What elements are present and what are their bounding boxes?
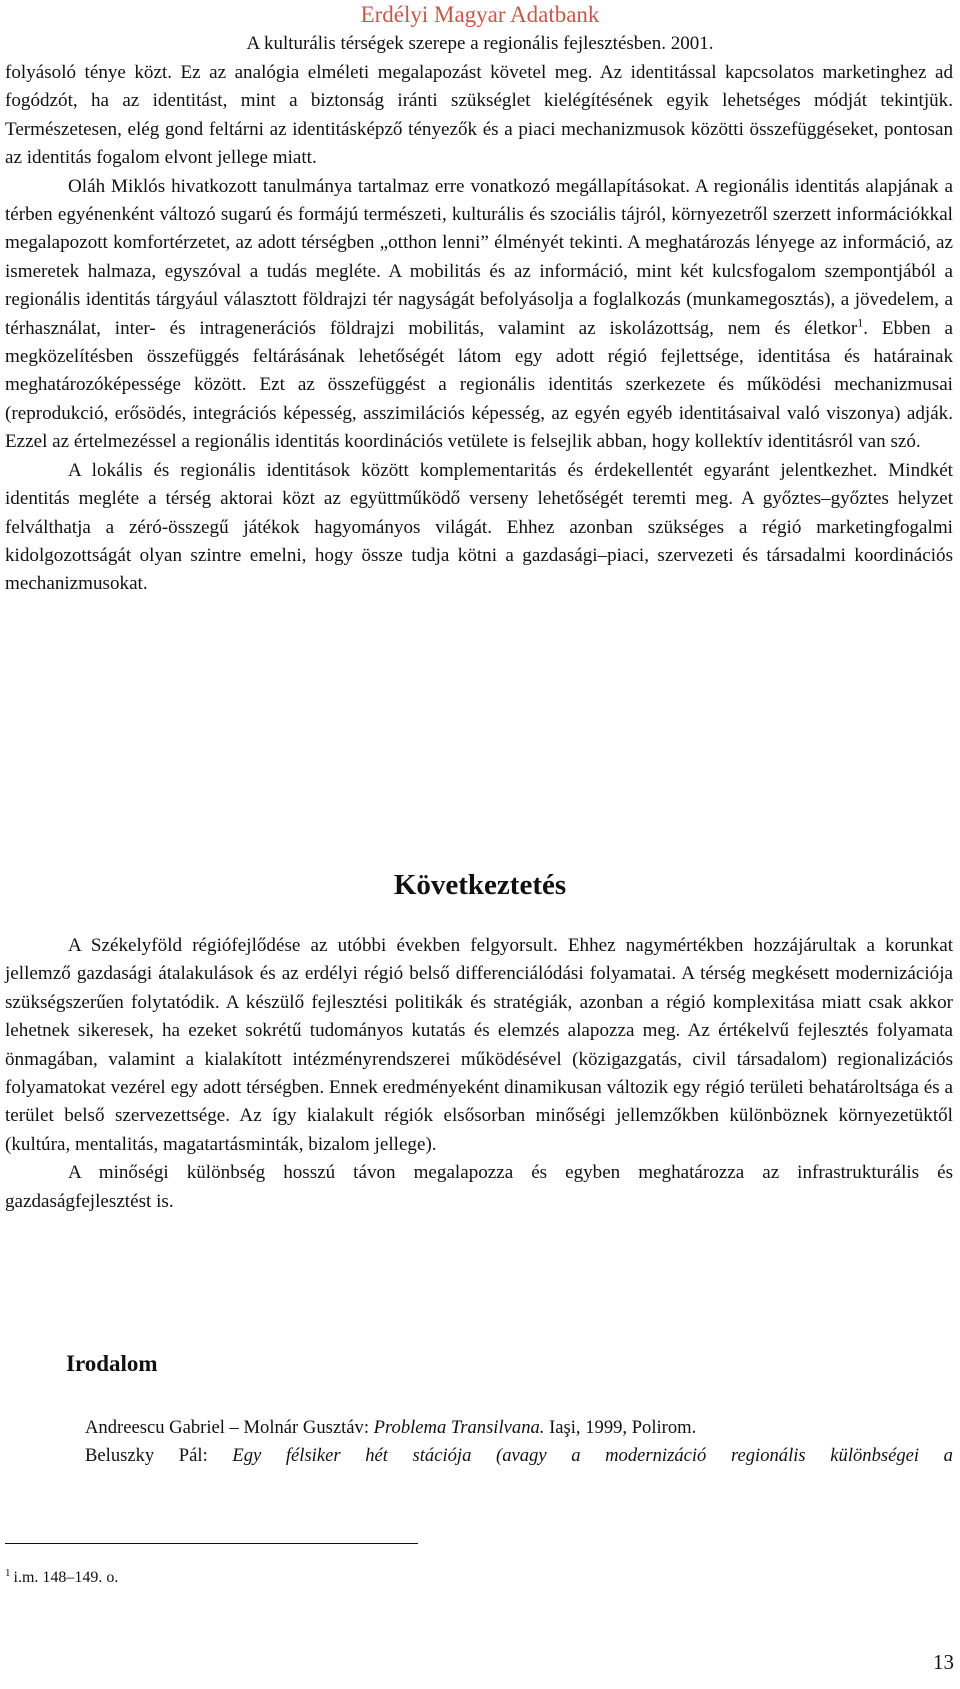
reference-author: Beluszky Pál:	[85, 1445, 233, 1466]
reference-item	[85, 1414, 953, 1442]
body-text	[5, 59, 953, 599]
page-number: 13	[933, 1650, 954, 1674]
paragraph-1: folyásoló ténye közt. Ez az analógia elméleti megalapozást követel meg. Az identitással kapcsolatos marketinghez ad fogódzót, ha az identitást, mint a biztonság iránti szükséglet kielégítésének egyik lehetséges módját tekintjük. Természetesen, elég gond feltárni az identitásképző tényezők és a piaci mechanizmusok közötti összefüggéseket, pontosan az identitás fogalom elvont jellege miatt.	[5, 62, 953, 169]
reference-item	[85, 1442, 953, 1470]
footnote	[5, 1568, 118, 1588]
reference-title: Egy félsiker hét stációja (avagy a modernizáció regionális különbségei a	[232, 1445, 953, 1466]
references-list	[85, 1414, 953, 1470]
document-subtitle: A kulturális térségek szerepe a regionális fejlesztésben. 2001.	[246, 33, 714, 54]
site-title[interactable]: Erdélyi Magyar Adatbank	[360, 2, 600, 27]
reference-author: Andreescu Gabriel – Molnár Gusztáv:	[85, 1417, 374, 1438]
reference-publisher: Iaşi, 1999, Polirom.	[544, 1417, 697, 1438]
footnote-number: 1	[5, 1566, 11, 1579]
paragraph-2-text: Oláh Miklós hivatkozott tanulmánya tartalmaz erre vonatkozó megállapításokat. A regionális identitás alapjának a térben egyénenként változó sugarú és formájú természeti, kulturális és szociális tájról, környezetről szerzett információkkal megalapozott komfortérzetet, az adott térségben „otthon lenni” élményét tekinti. A meghatározás lényege az információ, az ismeretek halmaza, egyszóval a tudás megléte. A mobilitás és az információ, mint két kulcsfogalom szempontjából a regionális identitás tárgyául választott földrajzi tér nagyságát befolyásolja a foglalkozás (munkamegosztás), a jövedelem, a térhasználat, inter- és intragenerációs földrajzi mobilitás, valamint az iskolázottság, nem és életkor	[5, 175, 953, 339]
section-heading: Következtetés	[393, 869, 567, 901]
conclusion-text	[5, 932, 953, 1216]
footnote-divider	[5, 1543, 418, 1544]
paragraph-2-continuation: . Ebben a megközelítésben összefüggés feltárásának lehetőségét látom egy adott régió fejlettsége, identitása és határainak meghatározóképessége között. Ezt az összefüggést a regionális identitás szerkezete és működési mechanizmusai (reprodukció, erősödés, integrációs képesség, asszimilációs képesség, az egyén egyéb identitásaival való viszonya) adják. Ezzel az értelmezéssel a regionális identitás koordinációs vetülete is felsejlik abban, hogy kollektív identitásról van szó.	[5, 317, 953, 453]
conclusion-paragraph-1: A Székelyföld régiófejlődése az utóbbi években felgyorsult. Ehhez nagymértékben hozzájárultak a korunkat jellemző gazdasági átalakulások és az erdélyi régió belső differenciálódási folyamatai. A térség megkésett modernizációja szükségszerűen folytatódik. A készülő fejlesztési politikák és stratégiák, azonban a régió komplexitása miatt csak akkor lehetnek sikeresek, ha ezeket sokrétű tudományos kutatás és elemzés alapozza meg. Az értékelvű fejlesztés folyamata önmagában, valamint a kialakított intézményrendszerei működésével (közigazgatás, civil társadalom) regionalizációs folyamatokat vezérel egy adott térségben. Ennek eredményeként dinamikusan változik egy régió területi behatároltsága és a terület belső szervezettsége. Az így kialakult régiók elsősorban minőségi jellemzőkben különböznek környezetüktől (kultúra, mentalitás, magatartásminták, bizalom jellege).	[5, 935, 953, 1155]
paragraph-3: A lokális és regionális identitások között komplementaritás és érdekellentét egyaránt jelentkezhet. Mindkét identitás megléte a térség aktorai közt az együttműködő verseny lehetőségét teremti meg. A győztes–győztes helyzet felválthatja a zéró-összegű játékok hagyományos világát. Ehhez azonban szükséges a régió marketingfogalmi kidolgozottságát olyan szintre emelni, hogy össze tudja kötni a gazdasági–piaci, szervezeti és társadalmi koordinációs mechanizmusokat.	[5, 459, 953, 595]
conclusion-paragraph-2: A minőségi különbség hosszú távon megalapozza és egyben meghatározza az infrastrukturális és gazdaságfejlesztést is.	[5, 1162, 953, 1212]
paragraph-2	[5, 173, 953, 457]
reference-title: Problema Transilvana.	[373, 1417, 545, 1438]
footnote-reference: 1	[857, 315, 864, 330]
references-heading: Irodalom	[66, 1351, 158, 1376]
footnote-text: i.m. 148–149. o.	[13, 1569, 119, 1586]
